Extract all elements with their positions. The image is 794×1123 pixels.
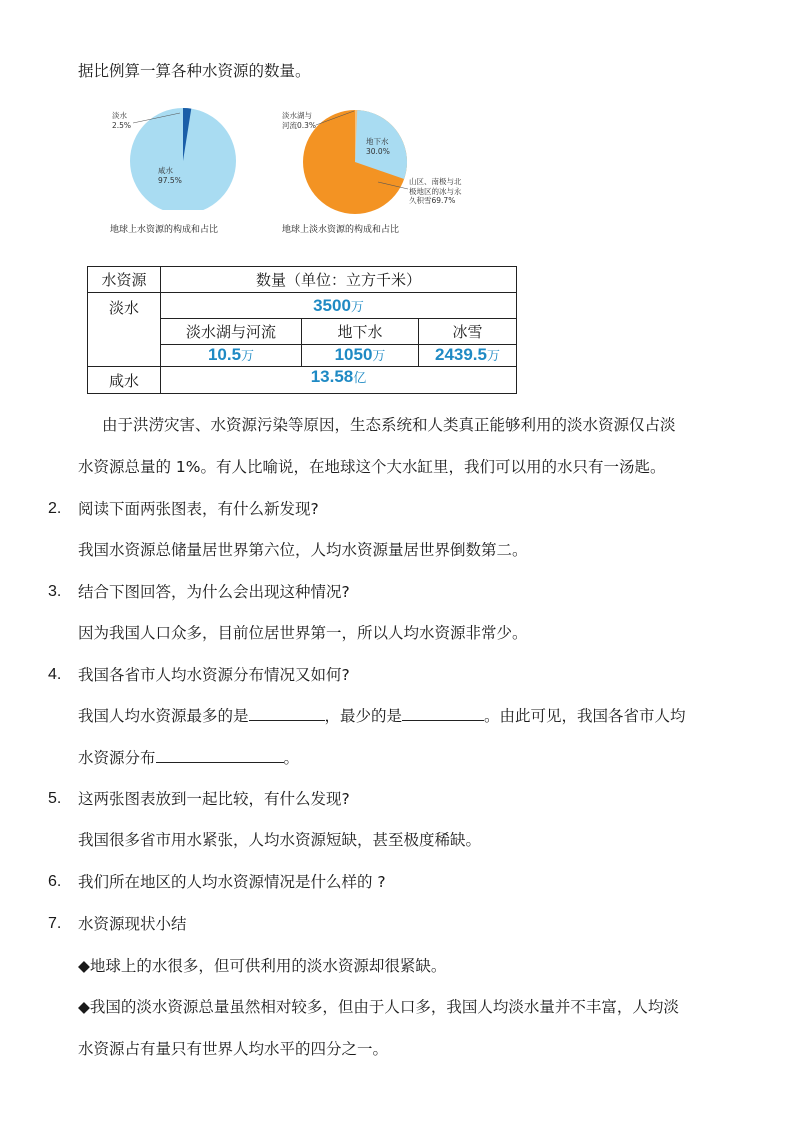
summary-point-2-line-2: 水资源占有量只有世界人均水平的四分之一。: [78, 1040, 389, 1058]
intro-text: 据比例算一算各种水资源的数量。: [78, 62, 311, 80]
pie2-caption: 地球上淡水资源的构成和占比: [282, 225, 400, 235]
fill-blank-least[interactable]: [402, 706, 484, 721]
table-header-volume: 数量（单位：立方千米）: [161, 267, 517, 293]
table-val-lake: 10.5万: [161, 345, 302, 367]
pie2-label-ground: 地下水 30.0%: [366, 137, 390, 156]
table-row-fresh-label: 淡水: [88, 293, 161, 367]
question-number: 5.: [48, 790, 62, 807]
answer-5: 我国很多省市用水紧张，人均水资源短缺，甚至极度稀缺。: [78, 831, 482, 849]
question-2: 阅读下面两张图表，有什么新发现?: [78, 500, 319, 518]
pie1-caption: 地球上水资源的构成和占比: [110, 225, 219, 235]
question-number: 3.: [48, 583, 62, 600]
question-4: 我国各省市人均水资源分布情况又如何?: [78, 666, 350, 684]
question-number: 7.: [48, 915, 62, 932]
fill-blank-distribution[interactable]: [156, 748, 284, 763]
paragraph-line-1: 由于洪涝灾害、水资源污染等原因，生态系统和人类真正能够利用的淡水资源仅占淡: [102, 416, 676, 434]
question-5: 这两张图表放到一起比较，有什么发现?: [78, 790, 350, 808]
table-val-ground: 1050万: [302, 345, 419, 367]
summary-point-1: ◆地球上的水很多，但可供利用的淡水资源却很紧缺。: [78, 957, 447, 975]
question-number: 4.: [48, 666, 62, 683]
summary-point-2-line-1: ◆我国的淡水资源总量虽然相对较多，但由于人口多，我国人均淡水量并不丰富，人均淡: [78, 998, 679, 1016]
fill-blank-most[interactable]: [249, 706, 325, 721]
table-val-ice: 2439.5万: [419, 345, 517, 367]
question-7: 水资源现状小结: [78, 915, 187, 933]
answer-4-line-1: 我国人均水资源最多的是 ，最少的是 。由此可见，我国各省市人均: [78, 707, 686, 725]
table-salt-total: 13.58亿: [161, 367, 517, 394]
paragraph-line-2: 水资源总量的 1%。有人比喻说，在地球这个大水缸里，我们可以用的水只有一汤匙。: [78, 458, 666, 476]
question-number: 2.: [48, 500, 62, 517]
table-header-resource: 水资源: [88, 267, 161, 293]
pie1-label-salt: 咸水 97.5%: [158, 166, 182, 185]
question-3: 结合下图回答，为什么会出现这种情况?: [78, 583, 350, 601]
table-sub-lake: 淡水湖与河流: [161, 319, 302, 345]
table-sub-ice: 冰雪: [419, 319, 517, 345]
pie2-label-ice: 山区、南极与北 极地区的冰与永 久积雪69.7%: [409, 177, 462, 205]
water-volume-table: [87, 266, 517, 394]
answer-4-line-2: 水资源分布 。: [78, 749, 300, 767]
question-number: 6.: [48, 873, 62, 890]
table-fresh-total: 3500万: [161, 293, 517, 319]
table-sub-ground: 地下水: [302, 319, 419, 345]
answer-3: 因为我国人口众多，目前位居世界第一，所以人均水资源非常少。: [78, 624, 528, 642]
table-row-salt-label: 咸水: [88, 367, 161, 394]
pie1-label-fresh: 淡水 2.5%: [112, 111, 132, 130]
answer-2: 我国水资源总储量居世界第六位，人均水资源量居世界倒数第二。: [78, 541, 528, 559]
pie2-label-lake: 淡水湖与 河流0.3%: [282, 111, 317, 130]
question-6: 我们所在地区的人均水资源情况是什么样的 ?: [78, 873, 386, 891]
